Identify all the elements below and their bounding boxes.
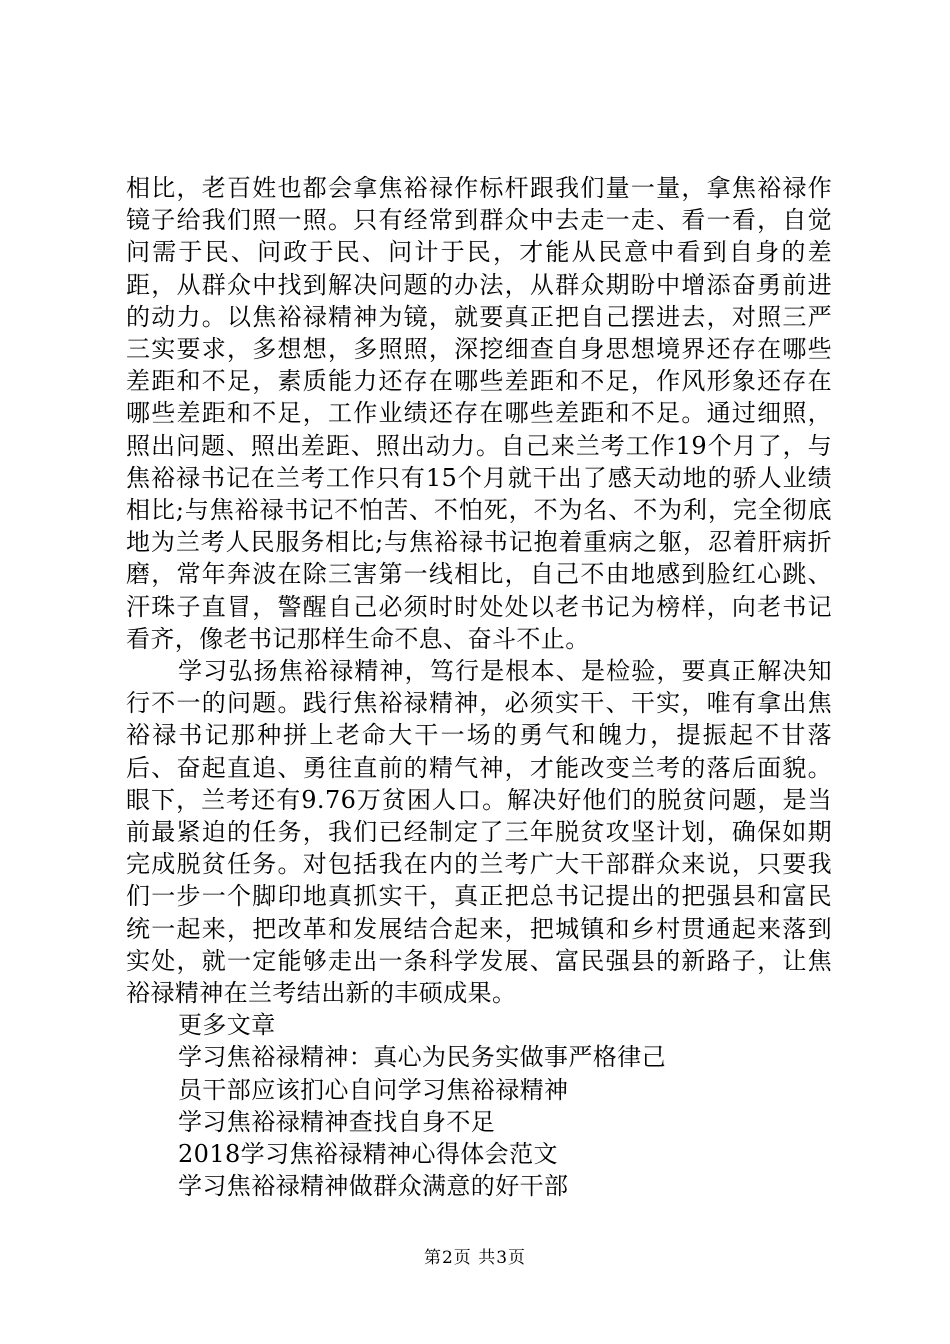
more-articles-list — [126, 1041, 832, 1202]
paragraph-1: 相比，老百姓也都会拿焦裕禄作标杆跟我们量一量，拿焦裕禄作镜子给我们照一照。只有经常到群众中去走一走、看一看，自觉问需于民、问政于民、问计于民，才能从民意中看到自身的差距，从群众中找到解决问题的办法，从群众期盼中增添奋勇前进的动力。以焦裕禄精神为镜，就要真正把自己摆进去，对照三严三实要求，多想想，多照照，深挖细查自身思想境界还存在哪些差距和不足，素质能力还存在哪些差距和不足，作风形象还存在哪些差距和不足，工作业绩还存在哪些差距和不足。通过细照，照出问题、照出差距、照出动力。自己来兰考工作19个月了，与焦裕禄书记在兰考工作只有15个月就干出了感天动地的骄人业绩相比;与焦裕禄书记不怕苦、不怕死，不为名、不为利，完全彻底地为兰考人民服务相比;与焦裕禄书记抱着重病之躯，忍着肝病折磨，常年奔波在除三害第一线相比，自己不由地感到脸红心跳、汗珠子直冒，警醒自己必须时时处处以老书记为榜样，向老书记看齐，像老书记那样生命不息、奋斗不止。 — [126, 174, 832, 653]
more-articles-label: 更多文章 — [178, 1011, 276, 1040]
paragraph-2: 学习弘扬焦裕禄精神，笃行是根本、是检验，要真正解决知行不一的问题。践行焦裕禄精神，必须实干、干实，唯有拿出焦裕禄书记那种拼上老命大干一场的勇气和魄力，提振起不甘落后、奋起直追、勇往直前的精气神，才能改变兰考的落后面貌。眼下，兰考还有9.76万贫困人口。解决好他们的脱贫问题，是当前最紧迫的任务，我们已经制定了三年脱贫攻坚计划，确保如期完成脱贫任务。对包括我在内的兰考广大干部群众来说，只要我们一步一个脚印地真抓实干，真正把总书记提出的把强县和富民统一起来，把改革和发展结合起来，把城镇和乡村贯通起来落到实处，就一定能够走出一条科学发展、富民强县的新路子，让焦裕禄精神在兰考结出新的丰硕成果。 — [126, 657, 832, 1008]
page-footer: 第2页 共3页 — [423, 1248, 527, 1268]
document-body — [126, 172, 832, 1203]
more-article-link-2[interactable]: 员干部应该扪心自问学习焦裕禄精神 — [178, 1075, 569, 1104]
more-article-link-5[interactable]: 学习焦裕禄精神做群众满意的好干部 — [178, 1172, 569, 1201]
more-article-link-1[interactable]: 学习焦裕禄精神：真心为民务实做事严格律己 — [178, 1043, 666, 1072]
more-article-link-3[interactable]: 学习焦裕禄精神查找自身不足 — [178, 1107, 496, 1136]
more-article-link-4[interactable]: 2018学习焦裕禄精神心得体会范文 — [178, 1140, 558, 1169]
